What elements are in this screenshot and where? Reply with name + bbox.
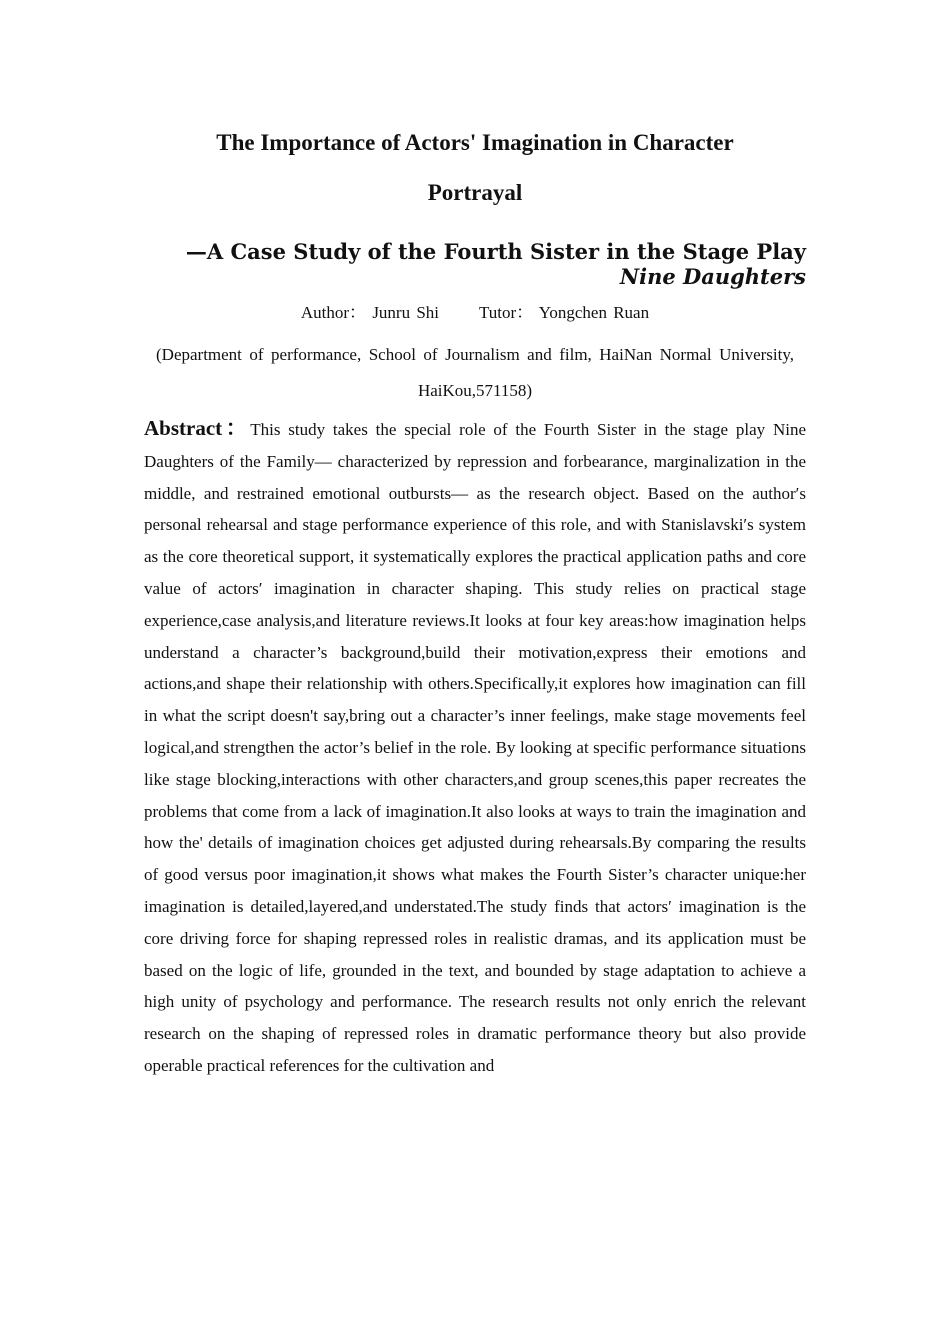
tutor-label: Tutor： bbox=[478, 303, 534, 322]
author-label: Author： bbox=[300, 303, 367, 322]
paper-title-line-1: The Importance of Actors' Imagination in Character bbox=[216, 130, 734, 155]
tutor-name: Yongchen Ruan bbox=[538, 303, 650, 322]
paper-subtitle bbox=[144, 239, 806, 289]
affiliation: (Department of performance, School of Journalism and film, HaiNan Normal University, HaiKou,571158) bbox=[156, 345, 794, 400]
abstract-paragraph bbox=[144, 413, 806, 1082]
subtitle-main: —A Case Study of the Fourth Sister in the Stage Play bbox=[185, 239, 806, 264]
paper-title-line-2: Portrayal bbox=[427, 180, 523, 205]
author-name: Junru Shi bbox=[372, 303, 440, 322]
abstract-text: This study takes the special role of the Fourth Sister in the stage play Nine Daughters of the Family— characterized by repression and forbearance, marginalization in the middle, and restrained emotional outbursts— as the research object. Based on the author′s personal rehearsal and stage performance experience of this role, and with Stanislavski′s system as the core theoretical support, it systematically explores the practical application paths and core value of actors′ imagination in character shaping. This study relies on practical stage experience,case analysis,and literature reviews.It looks at four key areas:how imagination helps understand a character’s background,build their motivation,express their emotions and actions,and shape their relationship with others.Specifically,it explores how imagination can fill in what the script doesn't say,bring out a character’s inner feelings, make stage movements feel logical,and strengthen the actor’s belief in the role. By looking at specific performance situations like stage blocking,interactions with other characters,and group scenes,this paper recreates the problems that come from a lack of imagination.It also looks at ways to train the imagination and how the' details of imagination choices get adjusted during rehearsals.By comparing the results of good versus poor imagination,it shows what makes the Fourth Sister’s character unique:her imagination is detailed,layered,and understated.The study finds that actors′ imagination is the core driving force for shaping repressed roles in realistic dramas, and its application must be based on the logic of life, grounded in the text, and bounded by stage adaptation to achieve a high unity of psychology and performance. The research results not only enrich the relevant research on the shaping of repressed roles in dramatic performance theory but also provide operable practical references for the cultivation and bbox=[144, 420, 806, 1075]
paper-title bbox=[144, 118, 806, 218]
author-line bbox=[144, 300, 806, 326]
subtitle-play-name: Nine Daughters bbox=[619, 264, 806, 289]
abstract-label: Abstract： bbox=[144, 416, 251, 440]
